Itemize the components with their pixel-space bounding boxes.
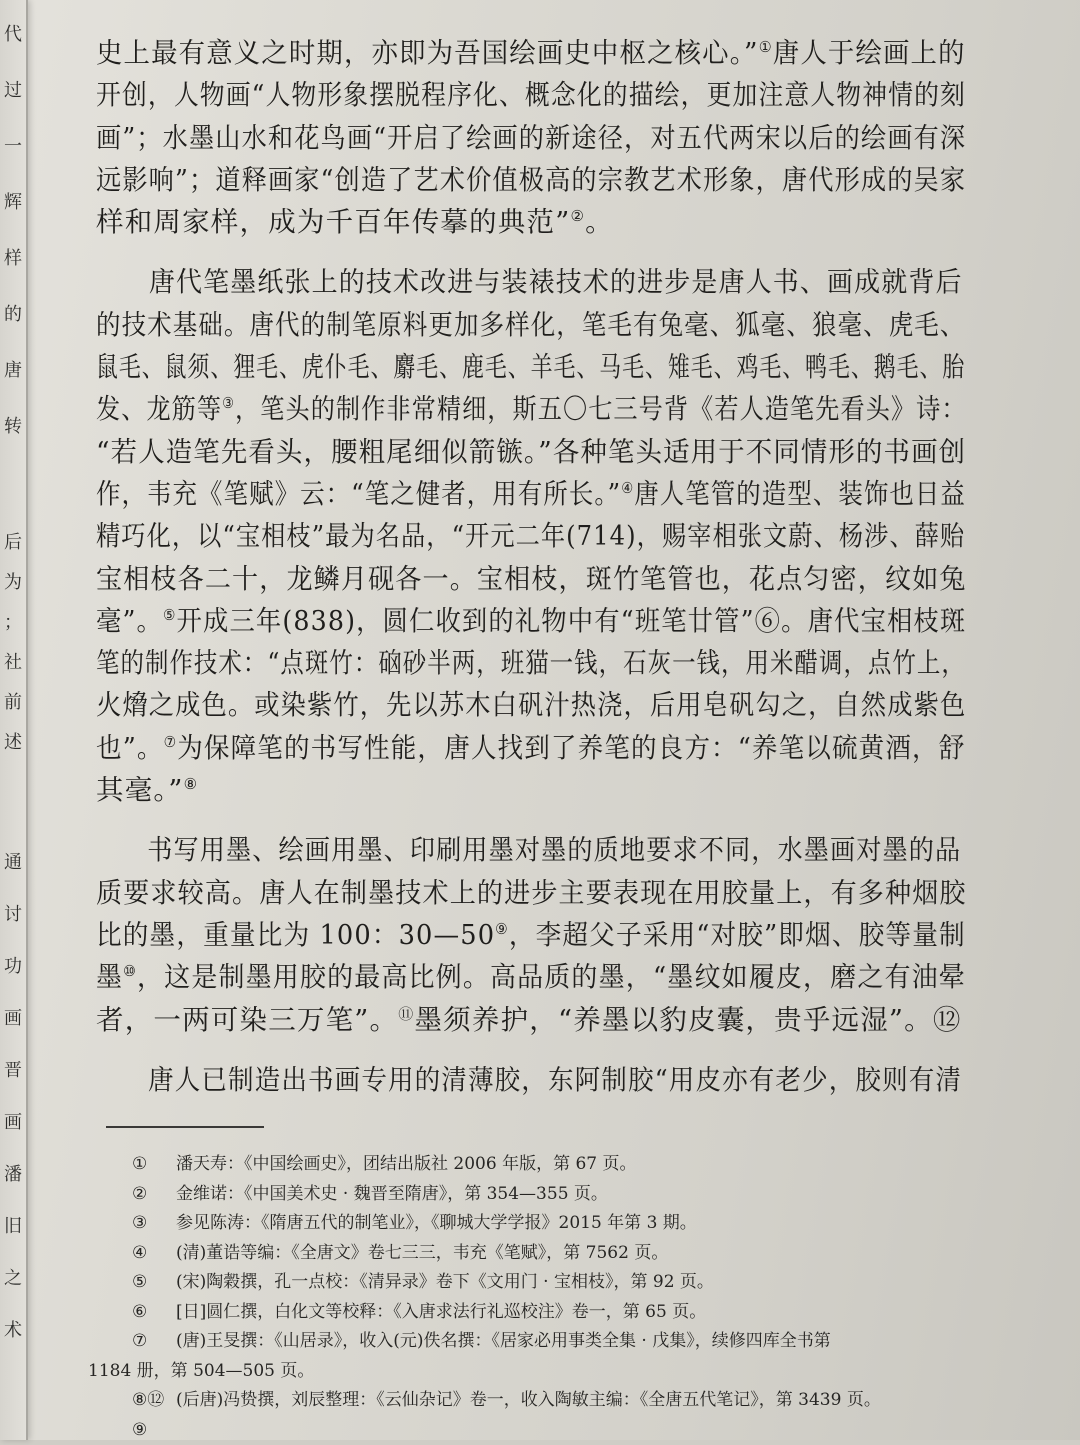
body-line-text-continued: ，李超父子采用“对胶”即烟、胶等量制 xyxy=(509,919,966,951)
previous-page-char: 转 xyxy=(2,414,24,440)
footnote-marker: ⑤ xyxy=(132,1268,176,1298)
footnote-text: 潘天寿：《中国绘画史》，团结出版社 2006 年版，第 67 页。 xyxy=(176,1150,972,1180)
footnote xyxy=(88,1357,972,1387)
footnote-text: 1184 册，第 504—505 页。 xyxy=(88,1357,972,1387)
body-line-text-continued: 墨须养护，“养墨以豹皮囊，贵乎远湿”。⑫ xyxy=(414,1004,961,1036)
body-line-text: 开创，人物画“人物形象摆脱程序化、概念化的描绘，更加注意人物神情的刻 xyxy=(96,79,966,111)
footnote-marker: ③ xyxy=(132,1209,176,1239)
body-line xyxy=(96,829,892,871)
footnote-reference: ⑦ xyxy=(164,733,178,751)
body-line xyxy=(96,684,896,726)
footnote xyxy=(132,1150,972,1180)
previous-page-char: 一 xyxy=(2,134,24,160)
body-line xyxy=(96,769,966,811)
footnote xyxy=(132,1239,972,1269)
body-line-text: 墨 xyxy=(96,961,123,993)
previous-page-char: 代 xyxy=(2,22,24,48)
footnote-reference: ③ xyxy=(222,394,235,412)
footnote-marker: ① xyxy=(132,1150,176,1180)
body-line xyxy=(96,914,908,956)
body-line xyxy=(96,473,869,515)
body-line-text: 毫”。 xyxy=(96,605,163,637)
previous-page-char: 画 xyxy=(2,1006,24,1032)
body-line xyxy=(96,431,931,473)
footnote-text: (后唐)冯贽撰，刘辰整理：《云仙杂记》卷一，收入陶敏主编：《全唐五代笔记》，第 3439 页。 xyxy=(176,1386,972,1416)
footnote-marker: ④ xyxy=(132,1239,176,1269)
footnote xyxy=(132,1327,972,1357)
body-line xyxy=(96,74,882,116)
footnote-marker: ⑥ xyxy=(132,1298,176,1328)
previous-page-column-middle xyxy=(2,530,24,770)
body-line-text: 书写用墨、绘画用墨、印刷用墨对墨的质地要求不同，水墨画对墨的品 xyxy=(147,834,961,866)
body-line-text: 作，韦充《笔赋》云：“笔之健者，用有所长。” xyxy=(96,478,621,510)
body-line-text-continued: 为保障笔的书写性能，唐人找到了养笔的良方：“养笔以硫黄酒，舒 xyxy=(177,732,965,764)
previous-page-char: 为 xyxy=(2,570,24,596)
body-line-text: 笔的制作技术：“点斑竹：硇砂半两，班猫一钱，石灰一钱，用米醋调，点竹上， xyxy=(96,647,966,679)
body-line-text: 其毫。” xyxy=(96,774,184,806)
body-line xyxy=(96,261,918,303)
footnote-text: (清)董诰等编：《全唐文》卷七三三，韦充《笔赋》，第 7562 页。 xyxy=(176,1239,972,1269)
previous-page-char: 后 xyxy=(2,530,24,556)
footnote-reference: ② xyxy=(570,207,585,225)
body-line xyxy=(96,642,838,684)
body-line xyxy=(96,872,921,914)
footnote xyxy=(132,1180,972,1210)
footnote xyxy=(132,1416,972,1445)
body-text xyxy=(96,32,966,1101)
previous-page-char: 画 xyxy=(2,1110,24,1136)
body-line-text-continued: ，这是制墨用胶的最高比例。高品质的墨，“墨纹如履皮，磨之有油晕 xyxy=(137,961,966,993)
body-line xyxy=(96,515,862,557)
footnote xyxy=(132,1386,972,1416)
body-line-text: 质要求较高。唐人在制墨技术上的进步主要表现在用胶量上，有多种烟胶 xyxy=(96,877,967,909)
body-line-text: 的技术基础。唐代的制笔原料更加多样化，笔毛有兔毫、狐毫、狼毫、虎毛、 xyxy=(96,309,965,341)
body-line-text-continued: 开成三年(838)，圆仁收到的礼物中有“班笔廿管”⑥。唐代宝相枝斑 xyxy=(177,605,967,637)
previous-page-char: 前 xyxy=(2,690,24,716)
previous-page-edge xyxy=(0,0,28,1440)
previous-page-char: 样 xyxy=(2,246,24,272)
body-line xyxy=(96,117,894,159)
body-line-text-continued: 。 xyxy=(585,206,614,238)
body-line xyxy=(96,600,898,642)
footnote-text: 金维诺：《中国美术史 · 魏晋至隋唐》，第 354—355 页。 xyxy=(176,1180,972,1210)
footnote-reference: ⑤ xyxy=(163,606,177,624)
footnote-marker: ⑧⑫ xyxy=(132,1386,176,1416)
footnote-reference: ⑨ xyxy=(495,920,509,938)
footnote-text: 参见陈涛：《隋唐五代的制笔业》，《聊城大学学报》2015 年第 3 期。 xyxy=(176,1209,972,1239)
body-line-text-continued: 唐人笔管的造型、装饰也日益 xyxy=(634,478,966,510)
body-line xyxy=(96,956,919,998)
body-line xyxy=(96,304,871,346)
body-line-text: 比的墨，重量比为 100：30—50 xyxy=(96,919,495,951)
body-line xyxy=(96,999,966,1041)
footnotes xyxy=(132,1150,972,1445)
previous-page-char: 术 xyxy=(2,1318,24,1344)
footnote xyxy=(132,1209,972,1239)
footnote-marker: ② xyxy=(132,1180,176,1210)
body-line xyxy=(96,346,789,388)
footnote-reference: ⑩ xyxy=(123,962,137,980)
body-line-text: 精巧化，以“宝相枝”最为名品，“开元二年(714)，赐宰相张文蔚、杨涉、薛贻 xyxy=(96,520,965,552)
previous-page-char: 唐 xyxy=(2,358,24,384)
previous-page-char: 辉 xyxy=(2,190,24,216)
body-line-text: 唐代笔墨纸张上的技术改进与装裱技术的进步是唐人书、画成就背后 xyxy=(149,266,963,298)
footnote-marker: ⑨ xyxy=(132,1416,176,1445)
body-line xyxy=(96,727,905,769)
previous-page-char: 通 xyxy=(2,850,24,876)
body-line xyxy=(96,1059,904,1101)
body-line xyxy=(96,159,894,201)
previous-page-char: ； xyxy=(2,610,24,636)
body-line xyxy=(96,32,931,74)
body-line-text: 也”。 xyxy=(96,732,164,764)
previous-page-char: 之 xyxy=(2,1266,24,1292)
previous-page-char: 社 xyxy=(2,650,24,676)
previous-page-char: 述 xyxy=(2,730,24,756)
footnote-reference: ④ xyxy=(621,479,634,497)
footnote-text: (宋)陶穀撰，孔一点校：《清异录》卷下《文用门 · 宝相枝》，第 92 页。 xyxy=(176,1268,972,1298)
body-line-text: 画”；水墨山水和花鸟画“开启了绘画的新途径，对五代两宋以后的绘画有深 xyxy=(96,122,966,154)
previous-page-column-lower xyxy=(2,850,24,1370)
body-line xyxy=(96,201,966,243)
footnote-text xyxy=(176,1416,972,1445)
footnote-reference: ① xyxy=(759,38,773,56)
footnote xyxy=(132,1268,972,1298)
footnote-rule xyxy=(106,1126,264,1128)
footnote xyxy=(132,1298,972,1328)
previous-page-char: 讨 xyxy=(2,902,24,928)
body-line-text: “若人造笔先看头，腰粗尾细似箭镞。”各种笔头适用于不同情形的书画创 xyxy=(96,436,966,468)
body-line-text: 者，一两可染三万笔”。 xyxy=(96,1004,398,1036)
body-line-text: 宝相枝各二十，龙鳞月砚各一。宝相枝，斑竹笔管也，花点匀密，纹如兔 xyxy=(96,563,967,595)
previous-page-char: 潘 xyxy=(2,1162,24,1188)
footnote-text: (唐)王旻撰：《山居录》，收入(元)佚名撰：《居家必用事类全集 · 戊集》，续修四库全书第 xyxy=(176,1327,972,1357)
body-line-text-continued: 唐人于绘画上的 xyxy=(773,37,966,69)
body-line-text: 鼠毛、鼠须、狸毛、虎仆毛、麝毛、鹿毛、羊毛、马毛、雉毛、鸡毛、鸭毛、鹅毛、胎 xyxy=(96,351,965,383)
body-line-text: 火熁之成色。或染紫竹，先以苏木白矾汁热浇，后用皂矾勾之，自然成紫色 xyxy=(96,689,966,721)
body-line-text: 唐人已制造出书画专用的清薄胶，东阿制胶“用皮亦有老少，胶则有清 xyxy=(148,1064,962,1096)
footnote-reference: ⑪ xyxy=(398,1004,414,1022)
previous-page-char: 晋 xyxy=(2,1058,24,1084)
body-line-text: 远影响”；道释画家“创造了艺术价值极高的宗教艺术形象，唐代形成的吴家 xyxy=(96,164,966,196)
previous-page-char: 的 xyxy=(2,302,24,328)
body-line xyxy=(96,558,921,600)
body-line-text: 样和周家样，成为千百年传摹的典范” xyxy=(96,206,570,238)
previous-page-char: 旧 xyxy=(2,1214,24,1240)
body-line-text: 发、龙筋等 xyxy=(96,393,222,425)
body-line xyxy=(96,388,861,430)
previous-page-char: 功 xyxy=(2,954,24,980)
body-line-text-continued: ，笔头的制作非常精细，斯五〇七三号背《若人造笔先看头》诗： xyxy=(235,393,967,425)
body-line-text: 史上最有意义之时期，亦即为吾国绘画史中枢之核心。” xyxy=(96,37,759,69)
previous-page-column-upper xyxy=(2,22,24,470)
footnote-text: [日]圆仁撰，白化文等校释：《入唐求法行礼巡校注》卷一，第 65 页。 xyxy=(176,1298,972,1328)
footnote-reference: ⑧ xyxy=(184,775,199,793)
previous-page-char: 过 xyxy=(2,78,24,104)
footnote-marker: ⑦ xyxy=(132,1327,176,1357)
